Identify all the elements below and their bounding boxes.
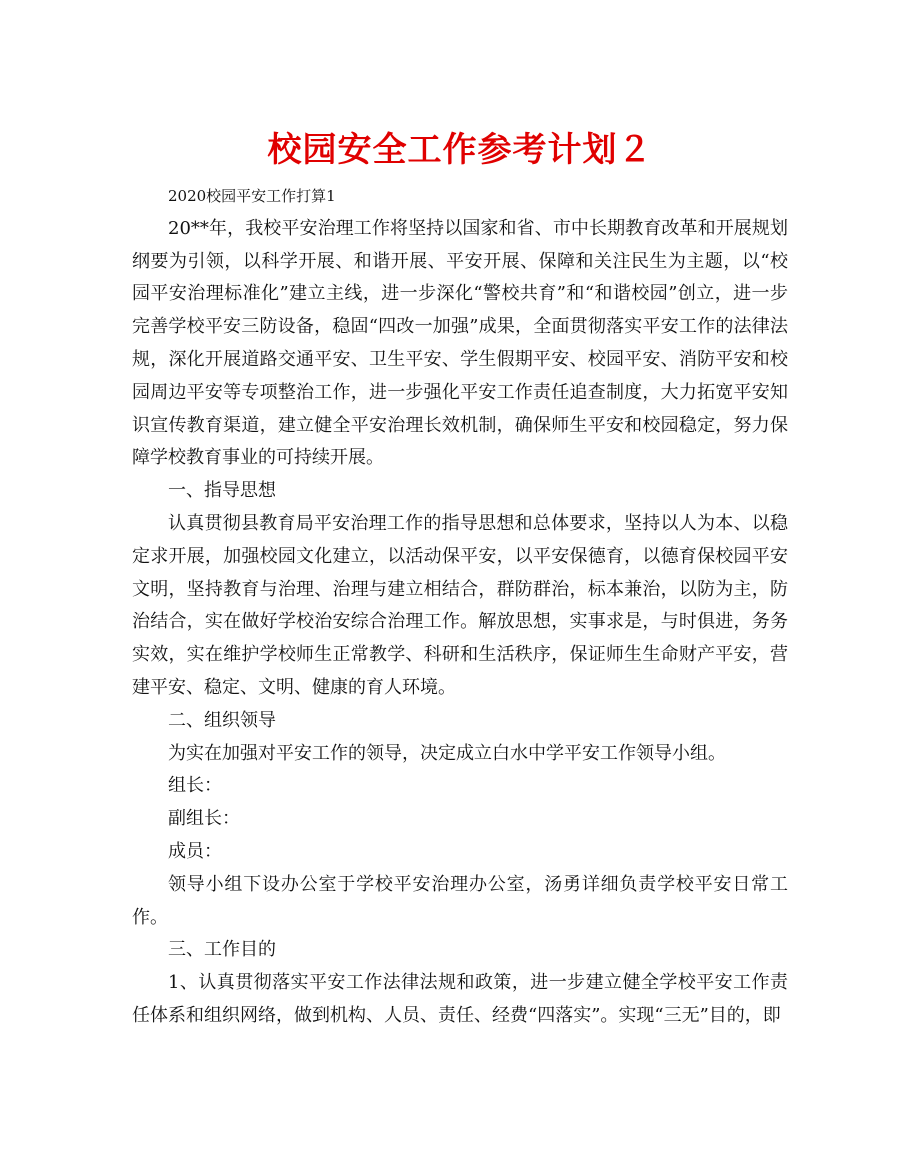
heading-organization-leadership: 二、组织领导: [168, 709, 276, 731]
paragraph-goal-1: 1、认真贯彻落实平安工作法律法规和政策，进一步建立健全学校平安工作责任体系和组织网络，做到机构、人员、责任、经费“四落实”。实现“三无”目的，即: [132, 972, 788, 1026]
document-subtitle: 2020校园平安工作打算1: [168, 187, 336, 205]
paragraph-intro: 20**年，我校平安治理工作将坚持以国家和省、市中长期教育改革和开展规划纲要为引领，以科学开展、和谐开展、平安开展、保障和关注民生为主题，以“校园平安治理标准化”建立主线，进一步深化“警校共育”和“和谐校园”创立，进一步完善学校平安三防设备，稳固“四改一加强”成果，全面贯彻落实平安工作的法律法规，深化开展道路交通平安、卫生平安、学生假期平安、校园平安、消防平安和校园周边平安等专项整治工作，进一步强化平安工作责任追查制度，大力拓宽平安知识宣传教育渠道，建立健全平安治理长效机制，确保师生平安和校园稳定，努力保障学校教育事业的可持续开展。: [132, 217, 788, 469]
paragraph-guiding-ideology: 认真贯彻县教育局平安治理工作的指导思想和总体要求，坚持以人为本、以稳定求开展，加强校园文化建立，以活动保平安，以平安保德育，以德育保校园平安文明，坚持教育与治理、治理与建立相结合，群防群治，标本兼治，以防为主，防治结合，实在做好学校治安综合治理工作。解放思想，实事求是，与时俱进，务务实效，实在维护学校师生正常教学、科研和生活秩序，保证师生生命财产平安，营建平安、稳定、文明、健康的育人环境。: [132, 512, 788, 698]
label-members: 成员：: [168, 840, 222, 862]
paragraph-leadership-group: 为实在加强对平安工作的领导，决定成立白水中学平安工作领导小组。: [168, 742, 726, 764]
heading-work-goals: 三、工作目的: [168, 939, 276, 961]
label-deputy-leader: 副组长：: [168, 808, 240, 830]
label-group-leader: 组长：: [168, 775, 222, 797]
paragraph-office: 领导小组下设办公室于学校平安治理办公室，汤勇详细负责学校平安日常工作。: [132, 873, 788, 928]
heading-guiding-ideology: 一、指导思想: [168, 480, 276, 502]
document-body: [132, 180, 788, 1033]
document-title: 校园安全工作参考计划２: [267, 130, 653, 170]
